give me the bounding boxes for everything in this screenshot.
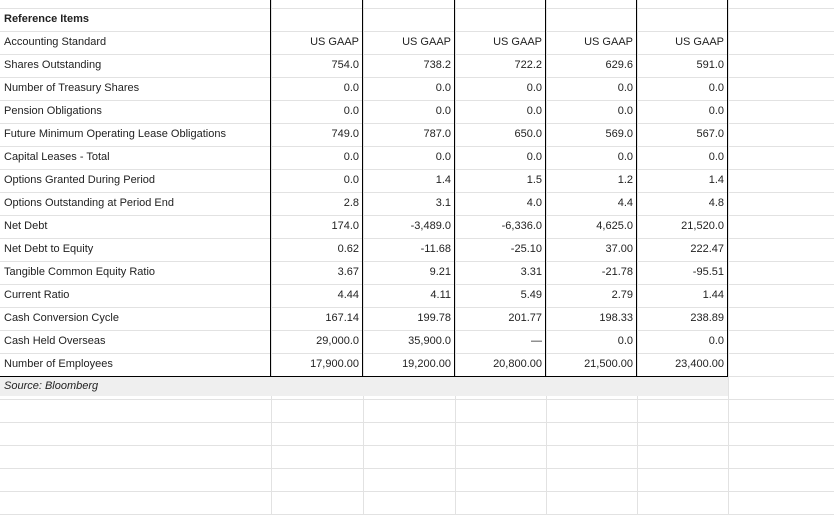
value-cell[interactable]: 0.0	[435, 151, 451, 163]
value-cell[interactable]: 35,900.0	[408, 335, 451, 347]
value-cell[interactable]: 174.0	[331, 220, 359, 232]
gridline	[0, 422, 834, 423]
value-cell[interactable]: 0.0	[617, 335, 633, 347]
value-cell[interactable]: 0.0	[435, 82, 451, 94]
value-cell[interactable]: 4.4	[617, 197, 633, 209]
value-cell[interactable]: 569.0	[605, 128, 633, 140]
value-cell[interactable]: 3.31	[520, 266, 542, 278]
value-cell[interactable]: -95.51	[692, 266, 724, 278]
value-cell[interactable]: 1.4	[435, 174, 451, 186]
gridline	[0, 399, 834, 400]
value-cell[interactable]: 0.0	[617, 151, 633, 163]
gridline	[0, 491, 834, 492]
row-label[interactable]: Options Granted During Period	[4, 174, 156, 186]
value-cell[interactable]: US GAAP	[310, 36, 359, 48]
value-cell[interactable]: 1.44	[702, 289, 724, 301]
value-cell[interactable]: US GAAP	[493, 36, 542, 48]
value-cell[interactable]: 0.0	[343, 82, 359, 94]
row-label[interactable]: Number of Employees	[4, 358, 113, 370]
value-cell[interactable]: 0.0	[526, 82, 542, 94]
row-label[interactable]: Cash Conversion Cycle	[4, 312, 119, 324]
value-cell[interactable]: 9.21	[429, 266, 451, 278]
value-cell[interactable]: 37.00	[605, 243, 633, 255]
value-cell[interactable]: 2.79	[611, 289, 633, 301]
value-cell[interactable]: US GAAP	[402, 36, 451, 48]
value-cell[interactable]: 4.44	[337, 289, 359, 301]
value-cell[interactable]: 199.78	[417, 312, 451, 324]
gridline	[0, 468, 834, 469]
row-label[interactable]: Current Ratio	[4, 289, 70, 301]
value-cell[interactable]: 754.0	[331, 59, 359, 71]
value-cell[interactable]: 738.2	[423, 59, 451, 71]
row-label[interactable]: Options Outstanding at Period End	[4, 197, 174, 209]
value-cell[interactable]: —	[531, 335, 542, 347]
value-cell[interactable]: 749.0	[331, 128, 359, 140]
value-cell[interactable]: 1.2	[617, 174, 633, 186]
table-border	[727, 0, 728, 376]
value-cell[interactable]: 0.0	[526, 105, 542, 117]
value-cell[interactable]: 0.0	[708, 335, 724, 347]
value-cell[interactable]: 591.0	[696, 59, 724, 71]
value-cell[interactable]: -25.10	[510, 243, 542, 255]
value-cell[interactable]: 4.11	[430, 289, 451, 301]
gridline	[728, 0, 729, 514]
row-label[interactable]: Accounting Standard	[4, 36, 107, 48]
value-cell[interactable]: 4,625.0	[596, 220, 633, 232]
value-cell[interactable]: 1.4	[708, 174, 724, 186]
value-cell[interactable]: 787.0	[423, 128, 451, 140]
value-cell[interactable]: 0.0	[617, 82, 633, 94]
row-label[interactable]: Number of Treasury Shares	[4, 82, 140, 94]
value-cell[interactable]: -21.78	[601, 266, 633, 278]
value-cell[interactable]: 29,000.0	[316, 335, 359, 347]
gridline	[0, 445, 834, 446]
row-label[interactable]: Shares Outstanding	[4, 59, 102, 71]
value-cell[interactable]: 238.89	[690, 312, 724, 324]
value-cell[interactable]: 21,520.0	[681, 220, 724, 232]
value-cell[interactable]: 0.0	[526, 151, 542, 163]
row-label[interactable]: Tangible Common Equity Ratio	[4, 266, 156, 278]
value-cell[interactable]: 198.33	[599, 312, 633, 324]
value-cell[interactable]: 5.49	[520, 289, 542, 301]
source-note[interactable]: Source: Bloomberg	[4, 380, 99, 392]
value-cell[interactable]: 21,500.00	[584, 358, 633, 370]
value-cell[interactable]: 0.0	[617, 105, 633, 117]
value-cell[interactable]: 0.62	[337, 243, 359, 255]
value-cell[interactable]: 4.8	[708, 197, 724, 209]
value-cell[interactable]: 0.0	[343, 151, 359, 163]
table-header[interactable]: Reference Items	[4, 13, 89, 25]
value-cell[interactable]: 629.6	[605, 59, 633, 71]
row-label[interactable]: Capital Leases - Total	[4, 151, 110, 163]
value-cell[interactable]: US GAAP	[675, 36, 724, 48]
row-label[interactable]: Net Debt to Equity	[4, 243, 94, 255]
value-cell[interactable]: 650.0	[514, 128, 542, 140]
value-cell[interactable]: 1.5	[526, 174, 542, 186]
value-cell[interactable]: 722.2	[514, 59, 542, 71]
value-cell[interactable]: -11.68	[420, 243, 451, 255]
value-cell[interactable]: 2.8	[343, 197, 359, 209]
value-cell[interactable]: 23,400.00	[675, 358, 724, 370]
value-cell[interactable]: 0.0	[708, 151, 724, 163]
row-label[interactable]: Net Debt	[4, 220, 48, 232]
row-label[interactable]: Future Minimum Operating Lease Obligations	[4, 128, 226, 140]
value-cell[interactable]: 3.67	[337, 266, 359, 278]
value-cell[interactable]: 0.0	[708, 82, 724, 94]
value-cell[interactable]: 0.0	[435, 105, 451, 117]
value-cell[interactable]: 17,900.00	[310, 358, 359, 370]
value-cell[interactable]: 19,200.00	[402, 358, 451, 370]
value-cell[interactable]: 201.77	[508, 312, 542, 324]
value-cell[interactable]: 3.1	[435, 197, 451, 209]
value-cell[interactable]: 0.0	[343, 174, 359, 186]
value-cell[interactable]: 222.47	[690, 243, 724, 255]
value-cell[interactable]: -6,336.0	[501, 220, 542, 232]
value-cell[interactable]: 167.14	[325, 312, 359, 324]
value-cell[interactable]: 0.0	[708, 105, 724, 117]
value-cell[interactable]: -3,489.0	[410, 220, 451, 232]
row-label[interactable]: Pension Obligations	[4, 105, 102, 117]
value-cell[interactable]: 0.0	[343, 105, 359, 117]
value-cell[interactable]: 20,800.00	[493, 358, 542, 370]
value-cell[interactable]: US GAAP	[584, 36, 633, 48]
value-cell[interactable]: 4.0	[526, 197, 542, 209]
value-cell[interactable]: 567.0	[696, 128, 724, 140]
row-label[interactable]: Cash Held Overseas	[4, 335, 106, 347]
